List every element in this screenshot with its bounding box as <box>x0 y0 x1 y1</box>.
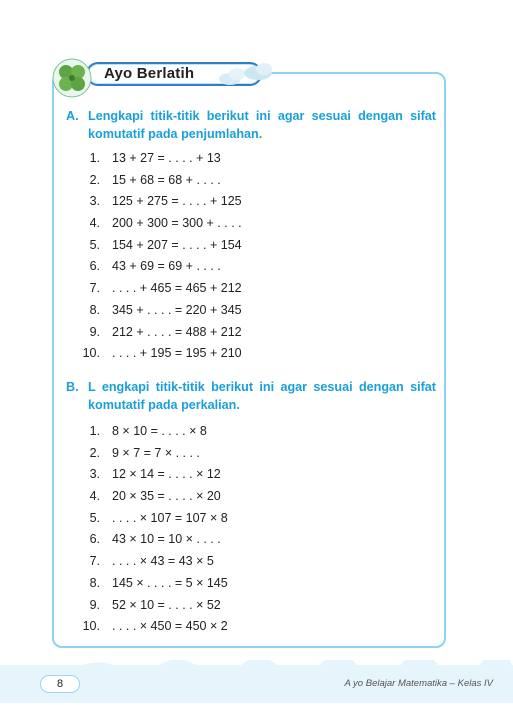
section-a-item-expression: . . . . + 465 = 465 + 212 <box>112 281 242 296</box>
section-b-item <box>78 486 418 508</box>
section-a-item <box>78 322 418 344</box>
section-b-item <box>78 573 418 595</box>
section-b-item-expression: 145 × . . . . = 5 × 145 <box>112 575 228 590</box>
section-a-item-expression: . . . . + 195 = 195 + 210 <box>112 346 242 361</box>
section-b-item <box>78 421 418 443</box>
header-title: Ayo Berlatih <box>104 65 195 82</box>
section-b-item <box>78 551 418 573</box>
section-a-item-number: 4. <box>89 216 100 231</box>
section-a-instruction: Lengkapi titik-titik berikut ini agar sesuai dengan sifat komutatif pada penjumlahan. <box>88 109 436 141</box>
section-b-letter: B. <box>66 380 79 394</box>
section-b-item-number: 2. <box>89 445 100 460</box>
section-a-item-expression: 212 + . . . . = 488 + 212 <box>112 324 242 339</box>
section-a-item <box>78 256 418 278</box>
page-number: 8 <box>40 675 80 693</box>
section-a-item-expression: 125 + 275 = . . . . + 125 <box>112 194 242 209</box>
section-b-item-number: 10. <box>82 619 100 634</box>
section-a-item-number: 1. <box>89 151 100 165</box>
section-a-item-expression: 15 + 68 = 68 + . . . . <box>112 172 221 187</box>
section-b-item-number: 1. <box>89 424 100 438</box>
section-b-item-number: 5. <box>89 510 100 525</box>
section-a-item <box>78 343 418 365</box>
section-b-item-number: 4. <box>89 489 100 504</box>
section-a-item <box>78 235 418 257</box>
section-b-item <box>78 616 418 638</box>
section-a-letter: A. <box>66 109 79 123</box>
section-b-item-expression: . . . . × 43 = 43 × 5 <box>112 554 214 569</box>
section-b-item-number: 8. <box>89 575 100 590</box>
section-b-item <box>78 464 418 486</box>
section-a-item-expression: 13 + 27 = . . . . + 13 <box>112 151 221 165</box>
section-b-item-expression: 20 × 35 = . . . . × 20 <box>112 489 221 504</box>
section-a-item-number: 2. <box>89 172 100 187</box>
section-b-item <box>78 443 418 465</box>
section-b-list <box>78 421 418 638</box>
section-b-item-expression: . . . . × 450 = 450 × 2 <box>112 619 228 634</box>
section-b-item-number: 3. <box>89 467 100 482</box>
section-a-item <box>78 148 418 170</box>
section-a-item-number: 8. <box>89 302 100 317</box>
section-a-item <box>78 170 418 192</box>
section-a-item-number: 9. <box>89 324 100 339</box>
section-a-item-number: 7. <box>89 281 100 296</box>
section-a-list <box>78 148 418 365</box>
section-b-item <box>78 508 418 530</box>
section-b-item <box>78 595 418 617</box>
book-title: A yo Belajar Matematika – Kelas IV <box>344 678 493 689</box>
section-b-item-number: 7. <box>89 554 100 569</box>
section-b-item-expression: 52 × 10 = . . . . × 52 <box>112 597 221 612</box>
section-b-item-expression: 12 × 14 = . . . . × 12 <box>112 467 221 482</box>
section-a-item <box>78 213 418 235</box>
clouds-icon <box>216 60 276 88</box>
section-a-item-expression: 154 + 207 = . . . . + 154 <box>112 237 242 252</box>
section-b-item-expression: 9 × 7 = 7 × . . . . <box>112 445 200 460</box>
section-a-item-expression: 43 + 69 = 69 + . . . . <box>112 259 221 274</box>
section-a-item-expression: 200 + 300 = 300 + . . . . <box>112 216 242 231</box>
section-b-item-number: 9. <box>89 597 100 612</box>
section-a-item <box>78 191 418 213</box>
section-b-item-expression: 8 × 10 = . . . . × 8 <box>112 424 207 438</box>
section-b-item-expression: . . . . × 107 = 107 × 8 <box>112 510 228 525</box>
section-a-item <box>78 300 418 322</box>
section-b-item <box>78 529 418 551</box>
section-b-instruction: L engkapi titik-titik berikut ini agar sesuai dengan sifat komutatif pada perkalian. <box>88 380 436 412</box>
section-a-item <box>78 278 418 300</box>
section-b-item-number: 6. <box>89 532 100 547</box>
section-a-item-number: 5. <box>89 237 100 252</box>
section-b-item-expression: 43 × 10 = 10 × . . . . <box>112 532 221 547</box>
section-a-item-number: 10. <box>82 346 100 361</box>
section-a-item-number: 6. <box>89 259 100 274</box>
section-a-item-expression: 345 + . . . . = 220 + 345 <box>112 302 242 317</box>
section-a-item-number: 3. <box>89 194 100 209</box>
clover-icon <box>52 58 92 98</box>
